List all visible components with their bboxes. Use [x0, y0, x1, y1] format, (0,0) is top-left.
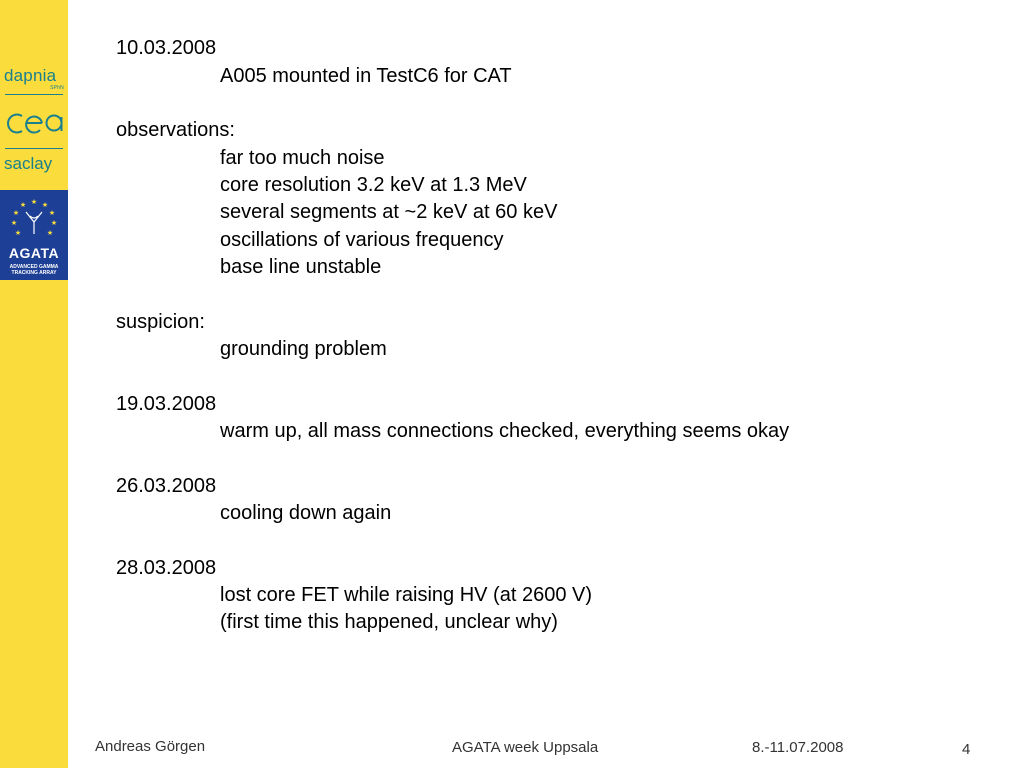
entry-detail: cooling down again: [220, 502, 392, 524]
observation-item: base line unstable: [220, 256, 382, 278]
dapnia-logo-subtext: SPhN: [50, 85, 64, 91]
entry-detail: lost core FET while raising HV (at 2600 V): [220, 584, 593, 606]
sidebar: [0, 0, 68, 768]
saclay-logo: saclay: [4, 154, 53, 173]
logo-divider: [5, 94, 63, 95]
footer-date: 8.-11.07.2008: [752, 739, 844, 756]
svg-text:★: ★: [41, 201, 49, 209]
entry-date: 26.03.2008: [116, 475, 217, 497]
cea-logo: [4, 108, 64, 138]
entry-date: 19.03.2008: [116, 393, 217, 415]
section-heading: observations:: [116, 119, 235, 141]
section-heading: suspicion:: [116, 311, 205, 333]
entry-detail: warm up, all mass connections checked, everything seems okay: [220, 420, 790, 442]
observation-item: oscillations of various frequency: [220, 229, 504, 251]
logo-divider: [5, 148, 63, 149]
agata-logo-subtitle: TRACKING ARRAY: [11, 270, 57, 276]
observation-item: far too much noise: [220, 147, 385, 169]
svg-text:★: ★: [12, 209, 20, 217]
suspicion-item: grounding problem: [220, 338, 387, 360]
dapnia-logo-text: dapnia: [4, 66, 57, 85]
svg-text:★: ★: [46, 229, 54, 237]
svg-text:★: ★: [48, 209, 56, 217]
page-number: 4: [962, 741, 971, 758]
svg-text:★: ★: [14, 229, 22, 237]
footer-event: AGATA week Uppsala: [452, 739, 599, 756]
entry-date: 28.03.2008: [116, 557, 217, 579]
agata-logo: [0, 190, 68, 280]
agata-logo-subtitle: ADVANCED GAMMA: [9, 264, 59, 270]
svg-text:★: ★: [50, 219, 58, 227]
observation-item: several segments at ~2 keV at 60 keV: [220, 201, 558, 223]
agata-logo-title: AGATA: [8, 245, 60, 261]
entry-detail: A005 mounted in TestC6 for CAT: [220, 65, 512, 87]
dapnia-logo: [4, 66, 64, 91]
svg-text:★: ★: [10, 219, 18, 227]
entry-detail: (first time this happened, unclear why): [220, 611, 558, 633]
observation-item: core resolution 3.2 keV at 1.3 MeV: [220, 174, 527, 196]
footer-author: Andreas Görgen: [95, 738, 206, 755]
svg-text:★: ★: [30, 198, 38, 206]
svg-text:★: ★: [19, 201, 27, 209]
entry-date: 10.03.2008: [116, 37, 217, 59]
